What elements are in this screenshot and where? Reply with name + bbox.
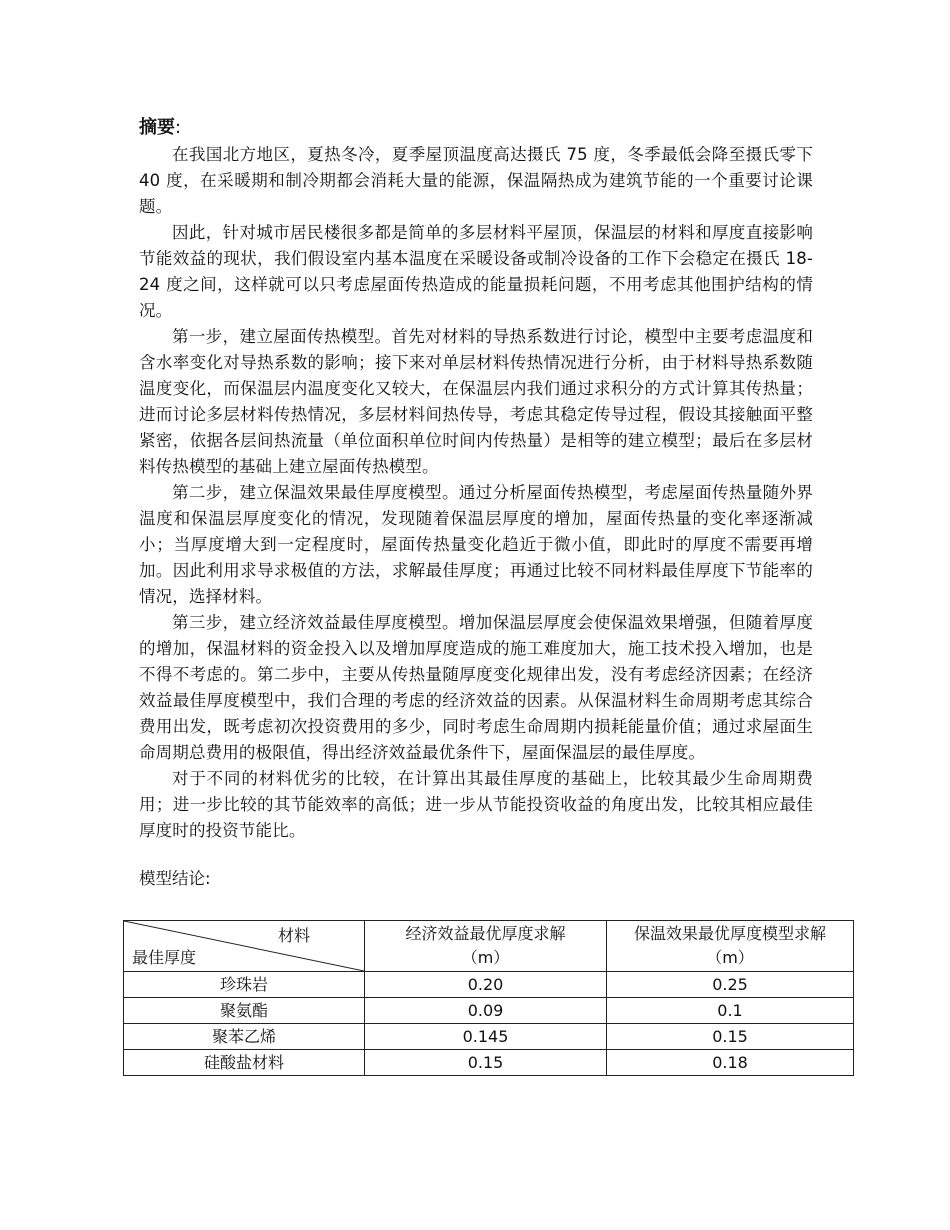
economic-value-cell: 0.09 <box>365 998 607 1024</box>
column-header-economic-line2: （m） <box>461 948 510 967</box>
table-row <box>124 1050 854 1076</box>
table-header-row <box>124 921 854 972</box>
table-row <box>124 1024 854 1050</box>
insulation-value-cell: 0.25 <box>607 972 854 998</box>
corner-label-material: 材料 <box>277 926 310 945</box>
material-cell: 聚苯乙烯 <box>124 1024 365 1050</box>
abstract-paragraph-1: 在我国北方地区，夏热冬冷，夏季屋顶温度高达摄氏 75 度，冬季最低会降至摄氏零下 40 度，在采暖期和制冷期都会消耗大量的能源，保温隔热成为建筑节能的一个重要讨论课题。 <box>139 145 813 216</box>
column-header-insulation-line1: 保温效果最优厚度模型求解 <box>633 924 826 943</box>
table-row <box>124 998 854 1024</box>
material-cell: 珍珠岩 <box>124 972 365 998</box>
column-header-insulation-line2: （m） <box>706 948 754 967</box>
abstract-paragraph-4: 第二步，建立保温效果最佳厚度模型。通过分析屋面传热模型，考虑屋面传热量随外界温度和保温层厚度变化的情况，发现随着保温层厚度的增加，屋面传热量的变化率逐渐减小；当厚度增大到一定程度时，屋面传热量变化趋近于微小值，即此时的厚度不需要再增加。因此利用求导求极值的方法，求解最佳厚度；再通过比较不同材料最佳厚度下节能率的情况，选择材料。 <box>139 483 813 606</box>
abstract-section <box>139 114 813 892</box>
results-table-wrapper <box>123 920 854 1076</box>
abstract-title <box>139 114 813 142</box>
column-header-economic-line1: 经济效益最优厚度求解 <box>405 924 566 943</box>
abstract-paragraph-3: 第一步，建立屋面传热模型。首先对材料的导热系数进行讨论，模型中主要考虑温度和含水率变化对导热系数的影响；接下来对单层材料传热情况进行分析，由于材料导热系数随温度变化，而保温层内温度变化又较大，在保温层内我们通过求积分的方式计算其传热量；进而讨论多层材料传热情况，多层材料间热传导，考虑其稳定传导过程，假设其接触面平整紧密，依据各层间热流量（单位面积单位时间内传热量）是相等的建立模型；最后在多层材料传热模型的基础上建立屋面传热模型。 <box>139 327 813 476</box>
abstract-paragraph-6: 对于不同的材料优劣的比较，在计算出其最佳厚度的基础上，比较其最少生命周期费用；进一步比较的其节能效率的高低；进一步从节能投资收益的角度出发，比较其相应最佳厚度时的投资节能比。 <box>139 769 813 840</box>
table-corner-cell <box>124 921 365 972</box>
material-cell: 硅酸盐材料 <box>124 1050 365 1076</box>
abstract-paragraph-2: 因此，针对城市居民楼很多都是简单的多层材料平屋顶，保温层的材料和厚度直接影响节能效益的现状，我们假设室内基本温度在采暖设备或制冷设备的工作下会稳定在摄氏 18-24 度之间，这样就可以只考虑屋面传热造成的能量损耗问题，不用考虑其他围护结构的情况。 <box>139 223 813 320</box>
column-header-insulation <box>607 921 854 972</box>
insulation-value-cell: 0.18 <box>607 1050 854 1076</box>
abstract-title-colon: : <box>175 117 182 138</box>
insulation-value-cell: 0.1 <box>607 998 854 1024</box>
corner-label-thickness: 最佳厚度 <box>132 948 197 967</box>
column-header-economic <box>365 921 607 972</box>
abstract-paragraph-5: 第三步，建立经济效益最佳厚度模型。增加保温层厚度会使保温效果增强，但随着厚度的增加，保温材料的资金投入以及增加厚度造成的施工难度加大，施工技术投入增加，也是不得不考虑的。第二步中，主要从传热量随厚度变化规律出发，没有考虑经济因素；在经济效益最佳厚度模型中，我们合理的考虑的经济效益的因素。从保温材料生命周期考虑其综合费用出发，既考虑初次投资费用的多少，同时考虑生命周期内损耗能量价值；通过求屋面生命周期总费用的极限值，得出经济效益最优条件下，屋面保温层的最佳厚度。 <box>139 613 813 762</box>
economic-value-cell: 0.15 <box>365 1050 607 1076</box>
abstract-title-text: 摘要 <box>139 117 175 138</box>
material-cell: 聚氨酯 <box>124 998 365 1024</box>
economic-value-cell: 0.20 <box>365 972 607 998</box>
results-table <box>123 920 854 1076</box>
economic-value-cell: 0.145 <box>365 1024 607 1050</box>
insulation-value-cell: 0.15 <box>607 1024 854 1050</box>
conclusion-label: 模型结论: <box>139 869 211 888</box>
table-row <box>124 972 854 998</box>
